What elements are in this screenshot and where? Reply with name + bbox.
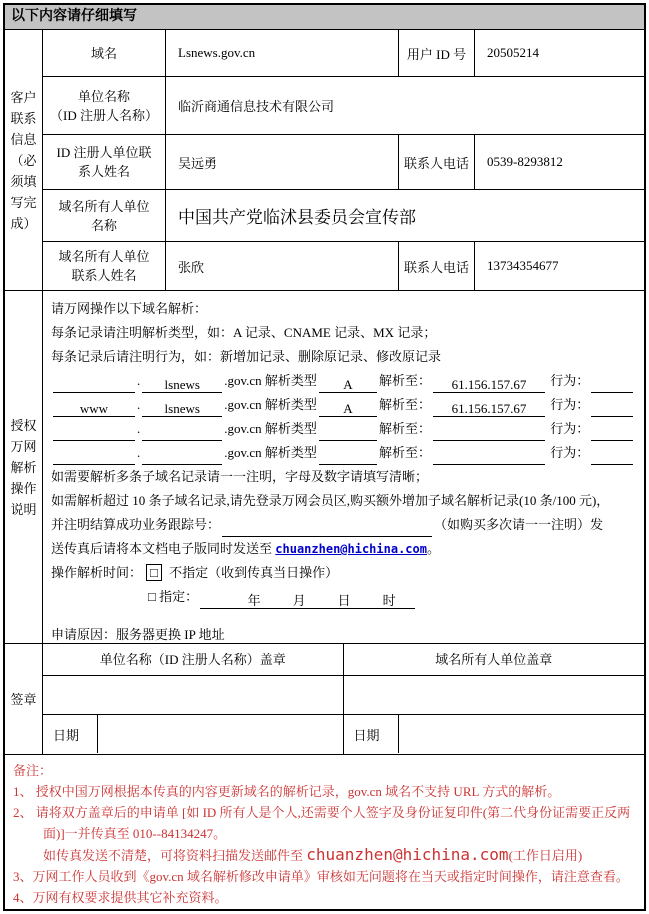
host-blank[interactable]: [142, 424, 222, 441]
note-line: 如需解析超过 10 条子域名记录,请先登录万网会员区,购买额外增加子域名解析记录(10 条/100 元)，: [51, 493, 610, 508]
action-label: 行为：: [550, 397, 590, 412]
remark-item: 3、万网工作人员收到《gov.cn 域名解析修改申请单》审核如无问题将在当天或指定时间操作，请注意查看。: [13, 869, 629, 884]
action-label: 行为：: [550, 373, 590, 388]
remark-item: 如传真发送不清楚，可将资料扫描发送邮件至 chuanzhen@hichina.com(工作日启用): [43, 845, 583, 864]
remark-item: 1、 授权中国万网根据本传真的内容更新域名的解析记录，gov.cn 域名不支持 URL 方式的解析。: [13, 784, 561, 799]
owner-stamp-area[interactable]: [344, 676, 645, 715]
resolve-to-label: 解析至：: [378, 445, 431, 460]
owner-phone-label: 联系人电话: [399, 242, 475, 290]
action-blank[interactable]: [591, 424, 633, 441]
date-value-blank[interactable]: [98, 715, 343, 753]
signature-section: [5, 644, 644, 755]
resolve-time-label: 操作解析时间：: [51, 565, 143, 580]
resolve-to-label: 解析至：: [378, 397, 431, 412]
dns-record-row: [51, 417, 640, 441]
remarks-section: [5, 755, 644, 909]
resolve-to-label: 解析至：: [378, 421, 431, 436]
tracking-number-label: 并注明结算成功业务跟踪号：: [51, 517, 221, 532]
tracking-number-line: [51, 513, 640, 537]
registrant-contact-value[interactable]: 吴远勇: [166, 135, 399, 189]
customer-info-section: [5, 30, 644, 291]
table-row: [43, 190, 644, 242]
resolve-time-line: [51, 561, 640, 585]
record-type-blank[interactable]: A: [319, 376, 377, 393]
contact-phone-value[interactable]: 0539-8293812: [487, 154, 563, 169]
tracking-number-blank[interactable]: [222, 520, 432, 537]
date-value-blank[interactable]: [399, 715, 645, 753]
remarks-title: 备注：: [13, 763, 53, 778]
target-ip-blank[interactable]: 61.156.157.67: [433, 400, 545, 417]
owner-org-value[interactable]: 中国共产党临沭县委员会宣传部: [178, 208, 416, 227]
record-suffix-label: .gov.cn 解析类型: [224, 421, 317, 436]
dns-record-row: [51, 441, 640, 465]
host-blank[interactable]: lsnews: [142, 376, 222, 393]
specified-checkbox[interactable]: □: [148, 589, 156, 604]
target-ip-blank[interactable]: 61.156.157.67: [433, 376, 545, 393]
table-row: [43, 135, 644, 190]
email-link[interactable]: chuanzhen@hichina.com: [275, 542, 427, 556]
action-label: 行为：: [550, 445, 590, 460]
table-row: [43, 242, 644, 290]
dot-separator: .: [137, 421, 141, 436]
unspecified-checkbox[interactable]: □: [146, 564, 162, 581]
user-id-value[interactable]: 20505214: [487, 45, 539, 60]
customer-info-side-label: 客户 联系 信息 （必 须填 写完 成）: [5, 30, 43, 290]
action-label: 行为：: [550, 421, 590, 436]
unspecified-option-label: 不指定（收到传真当日操作）: [169, 565, 339, 580]
record-suffix-label: .gov.cn 解析类型: [224, 397, 317, 412]
table-row: [43, 30, 644, 77]
record-type-blank[interactable]: [319, 448, 377, 465]
send-email-line: 送传真后请将本文档电子版同时发送至 chuanzhen@hichina.com。: [51, 541, 440, 556]
org-name-label: 单位名称 （ID 注册人名称）: [43, 77, 166, 134]
remark-email: chuanzhen@hichina.com: [306, 845, 509, 864]
record-type-blank[interactable]: [319, 424, 377, 441]
record-suffix-label: .gov.cn 解析类型: [224, 373, 317, 388]
tracking-number-suffix: （如购买多次请一一注明）发: [434, 517, 604, 532]
subdomain-blank[interactable]: [53, 448, 135, 465]
subdomain-blank[interactable]: www: [53, 400, 135, 417]
dot-separator: .: [137, 373, 141, 388]
authorization-side-label: 授权 万网 解析 操作 说明: [5, 291, 43, 643]
owner-org-label: 域名所有人单位 名称: [43, 190, 166, 241]
action-blank[interactable]: [591, 376, 633, 393]
date-label: 日期: [43, 715, 98, 753]
subdomain-blank[interactable]: [53, 424, 135, 441]
specified-option-label: 指定：: [159, 589, 199, 604]
remark-item: 2、 请将双方盖章后的申请单 [如 ID 所有人是个人,还需要个人签字及身份证复印件(第二代身份证需要正反两面)]一并传真至 010--84134247。: [13, 805, 631, 841]
owner-phone-value[interactable]: 13734354677: [487, 258, 559, 273]
host-blank[interactable]: [142, 448, 222, 465]
host-blank[interactable]: lsnews: [142, 400, 222, 417]
resolve-to-label: 解析至：: [378, 373, 431, 388]
application-form: [3, 3, 646, 911]
owner-stamp-header: 域名所有人单位盖章: [344, 644, 645, 676]
dot-separator: .: [137, 397, 141, 412]
dns-record-row: [51, 393, 640, 417]
contact-phone-label: 联系人电话: [399, 135, 475, 189]
dot-separator: .: [137, 445, 141, 460]
subdomain-blank[interactable]: [53, 376, 135, 393]
reason-line: 申请原因：服务器更换 IP 地址: [51, 627, 225, 642]
org-name-value[interactable]: 临沂商通信息技术有限公司: [178, 99, 335, 114]
action-blank[interactable]: [591, 400, 633, 417]
dns-record-row: [51, 369, 640, 393]
table-row: [43, 77, 644, 135]
form-header: [5, 5, 644, 30]
registrant-stamp-area[interactable]: [43, 676, 343, 715]
owner-contact-label: 域名所有人单位 联系人姓名: [43, 242, 166, 290]
intro-line: 每条记录请注明解析类型，如：A 记录、CNAME 记录、MX 记录；: [51, 325, 437, 340]
note-line: 如需要解析多条子域名记录请一一注明，字母及数字请填写清晰；: [51, 469, 429, 484]
registrant-contact-label: ID 注册人单位联 系人姓名: [43, 135, 166, 189]
registrant-stamp-header: 单位名称（ID 注册人名称）盖章: [43, 644, 343, 676]
form-header-title: 以下内容请仔细填写: [11, 9, 137, 24]
intro-line: 请万网操作以下域名解析：: [51, 301, 208, 316]
domain-label: 域名: [43, 30, 166, 76]
owner-contact-value[interactable]: 张欣: [166, 242, 399, 290]
target-ip-blank[interactable]: [433, 424, 545, 441]
record-suffix-label: .gov.cn 解析类型: [224, 445, 317, 460]
signature-side-label: 签章: [5, 644, 43, 754]
specified-time-line: [51, 585, 640, 609]
authorization-section: [5, 291, 644, 644]
intro-line: 每条记录后请注明行为，如：新增加记录、删除原记录、修改原记录: [51, 349, 442, 364]
remark-item: 4、万网有权要求提供其它补充资料。: [13, 890, 228, 905]
user-id-label: 用户 ID 号: [399, 30, 475, 76]
date-label: 日期: [344, 715, 399, 753]
domain-value[interactable]: Lsnews.gov.cn: [166, 30, 399, 76]
record-type-blank[interactable]: A: [319, 400, 377, 417]
action-blank[interactable]: [591, 448, 633, 465]
target-ip-blank[interactable]: [433, 448, 545, 465]
spacer: [51, 609, 640, 623]
datetime-blank[interactable]: 年 月 日 时: [200, 592, 415, 609]
